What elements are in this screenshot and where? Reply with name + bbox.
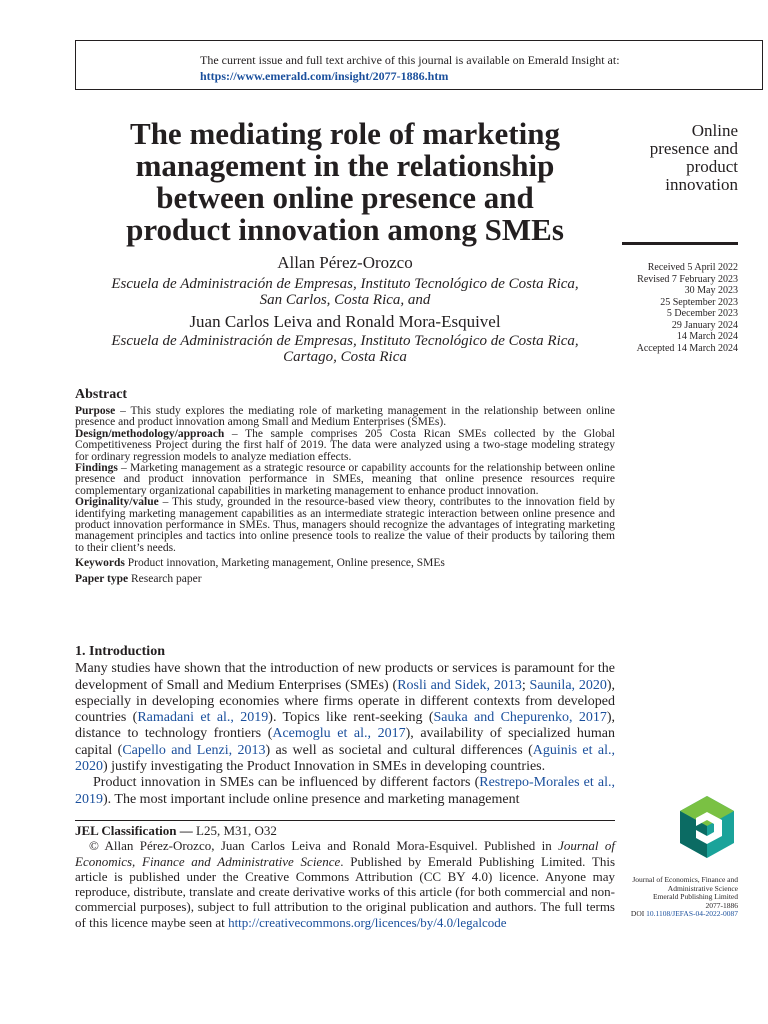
paragraph-text: ). The most important include online presence and marketing management [103, 791, 520, 807]
notice-text: The current issue and full text archive of this journal is available on Emerald Insight at: [200, 53, 620, 67]
title-line: The mediating role of marketing [130, 116, 560, 151]
abstract-purpose [75, 406, 615, 429]
article-title [80, 118, 610, 246]
paragraph-text: Many studies have shown that the introduction of new products or services is paramount for the development of Small and Medium Enterprises (SMEs) ( [75, 661, 615, 693]
license-link[interactable]: http://creativecommons.org/licences/by/4.0/legalcode [228, 914, 507, 930]
footnote-section [75, 823, 615, 930]
paragraph-text: ), distance to technology frontiers ( [75, 710, 616, 742]
running-title-line: product [686, 157, 738, 176]
copyright-notice [75, 838, 615, 930]
date-entry: 5 December 2023 [666, 308, 738, 319]
citation-link[interactable]: Acemoglu et al., 2017 [272, 726, 406, 742]
author-affiliation [90, 276, 600, 308]
citation-link[interactable]: Ramadani et al., 2019 [137, 710, 269, 726]
running-title-line: innovation [665, 175, 738, 194]
emerald-logo-icon [676, 794, 738, 864]
paragraph-text: ) as well as societal and cultural differences ( [265, 742, 533, 758]
paragraph-text: ). Topics like rent-seeking ( [268, 710, 434, 726]
journal-info-line: 2077-1886 [705, 900, 738, 910]
paper-type [75, 574, 615, 585]
running-title-line: Online [691, 121, 738, 140]
design-text: – The sample comprises 205 Costa Rican SMEs collected by the Global Competitiveness Project during the first half of 2019. The data were analyzed using a two-stage modeling strategy for ordinary regression models to analyze mediation effects. [75, 427, 615, 463]
abstract-originality [75, 497, 615, 554]
date-entry: Received 5 April 2022 [647, 262, 738, 273]
paper-type-text: Research paper [128, 572, 202, 585]
copyright-text: . Published by Emerald Publishing Limited. This article is published under the Creative Commons Attribution (CC BY 4.0) licence. Anyone may reproduce, distribute, translate and create derivative works of this article (for both commercial and non-commercial purposes), subject to full attribution to the original publication and authors. The full terms of this licence maybe seen at [75, 853, 616, 930]
paragraph-text: ) justify investigating the Product Innovation in SMEs in developing countries. [103, 759, 546, 775]
side-divider [622, 242, 738, 245]
affiliation-line: San Carlos, Costa Rica, and [259, 292, 431, 308]
journal-info-line: Journal of Economics, Finance and [632, 875, 738, 884]
date-entry: 29 January 2024 [671, 319, 738, 331]
running-title [620, 122, 738, 194]
date-entry: 14 March 2024 [676, 331, 738, 342]
author-name: Juan Carlos Leiva and Ronald Mora-Esquivel [189, 312, 501, 331]
citation-link[interactable]: Sauka and Chepurenko, 2017 [433, 710, 607, 726]
abstract-findings [75, 463, 615, 497]
originality-label: Originality/value [75, 496, 159, 509]
keywords-text: Product innovation, Marketing management, Online presence, SMEs [124, 557, 445, 570]
copyright-text: © Allan Pérez-Orozco, Juan Carlos Leiva and Ronald Mora-Esquivel. Published in [89, 838, 559, 854]
paragraph [75, 661, 615, 775]
citation-link[interactable]: Rosli and Sidek, 2013 [397, 677, 522, 693]
journal-availability-notice [75, 40, 763, 90]
jel-codes: L25, M31, O32 [192, 823, 277, 838]
paper-type-label: Paper type [75, 572, 129, 585]
journal-info-line: Administrative Science [667, 883, 738, 893]
paragraph [75, 775, 615, 808]
doi-link[interactable]: 10.1108/JEFAS-04-2022-0087 [646, 909, 738, 918]
date-entry: Revised 7 February 2023 [637, 273, 738, 285]
affiliation-line: Cartago, Costa Rica [283, 349, 407, 365]
findings-label: Findings [75, 462, 118, 475]
title-line: product innovation among SMEs [126, 212, 564, 247]
author-name: Allan Pérez-Orozco [277, 253, 413, 272]
citation-link[interactable]: Aguinis et al., 2020 [75, 742, 615, 775]
date-entry: 30 May 2023 [684, 285, 738, 296]
affiliation-line: Escuela de Administración de Empresas, Instituto Tecnológico de Costa Rica, [111, 276, 579, 292]
paragraph-text: ; [521, 677, 530, 693]
running-title-line: presence and [649, 139, 738, 158]
jel-label: JEL Classification — [75, 823, 193, 838]
keywords-label: Keywords [75, 557, 125, 570]
purpose-label: Purpose [75, 405, 116, 417]
paragraph-text: ), especially in developing economies where firms operate in different contexts from developed countries ( [75, 677, 616, 726]
journal-name: Journal of Economics, Finance and Administrative Science [75, 838, 615, 869]
journal-url-link[interactable]: https://www.emerald.com/insight/2077-1886.htm [200, 69, 449, 83]
abstract-heading: Abstract [75, 387, 128, 402]
journal-info [612, 876, 738, 919]
keywords [75, 558, 615, 569]
title-line: management in the relationship [135, 148, 555, 183]
abstract-section [75, 388, 615, 585]
doi-line [612, 910, 738, 919]
journal-info-line: Emerald Publishing Limited [653, 892, 738, 901]
date-entry: Accepted 14 March 2024 [636, 342, 738, 354]
citation-link[interactable]: Saunila, 2020 [529, 677, 607, 693]
design-label: Design/methodology/approach [75, 427, 225, 440]
author-affiliation [90, 333, 600, 365]
doi-label: DOI [630, 909, 647, 918]
date-entry: 25 September 2023 [660, 296, 738, 308]
title-line: between online presence and [156, 180, 534, 215]
originality-text: – This study, grounded in the resource-based view theory, contributes to the innovation field by identifying marketing management capabilities as an intermediate strategic interaction between online presence and product innovation performance in SMEs. Thus, managers should recognize the advantages of integrating marketing management principles and tactics into online presence tools to realize the value of their products by tailoring them to their client’s needs. [75, 496, 615, 554]
abstract-design [75, 429, 615, 463]
citation-link[interactable]: Capello and Lenzi, 2013 [122, 742, 266, 758]
introduction-section [75, 644, 615, 808]
paragraph-text: Product innovation in SMEs can be influenced by different factors ( [93, 775, 480, 791]
submission-dates [622, 262, 738, 354]
purpose-text: – This study explores the mediating role of marketing management in the relationship between online presence and product innovation among Small and Medium Enterprises (SMEs). [75, 405, 615, 429]
jel-classification [75, 823, 615, 838]
affiliation-line: Escuela de Administración de Empresas, Instituto Tecnológico de Costa Rica, [111, 333, 579, 349]
section-heading: 1. Introduction [75, 644, 165, 659]
paragraph-text: ), availability of specialized human capital ( [75, 726, 615, 758]
findings-text: – Marketing management as a strategic resource or capability accounts for the relationship between online presence and product innovation performance in SMEs, meaning that online presence resources require complementary organizational capabilities in marketing management to enhance product innovation. [75, 462, 615, 497]
citation-link[interactable]: Restrepo-Morales et al., 2019 [75, 775, 615, 807]
footer-divider [75, 820, 615, 821]
